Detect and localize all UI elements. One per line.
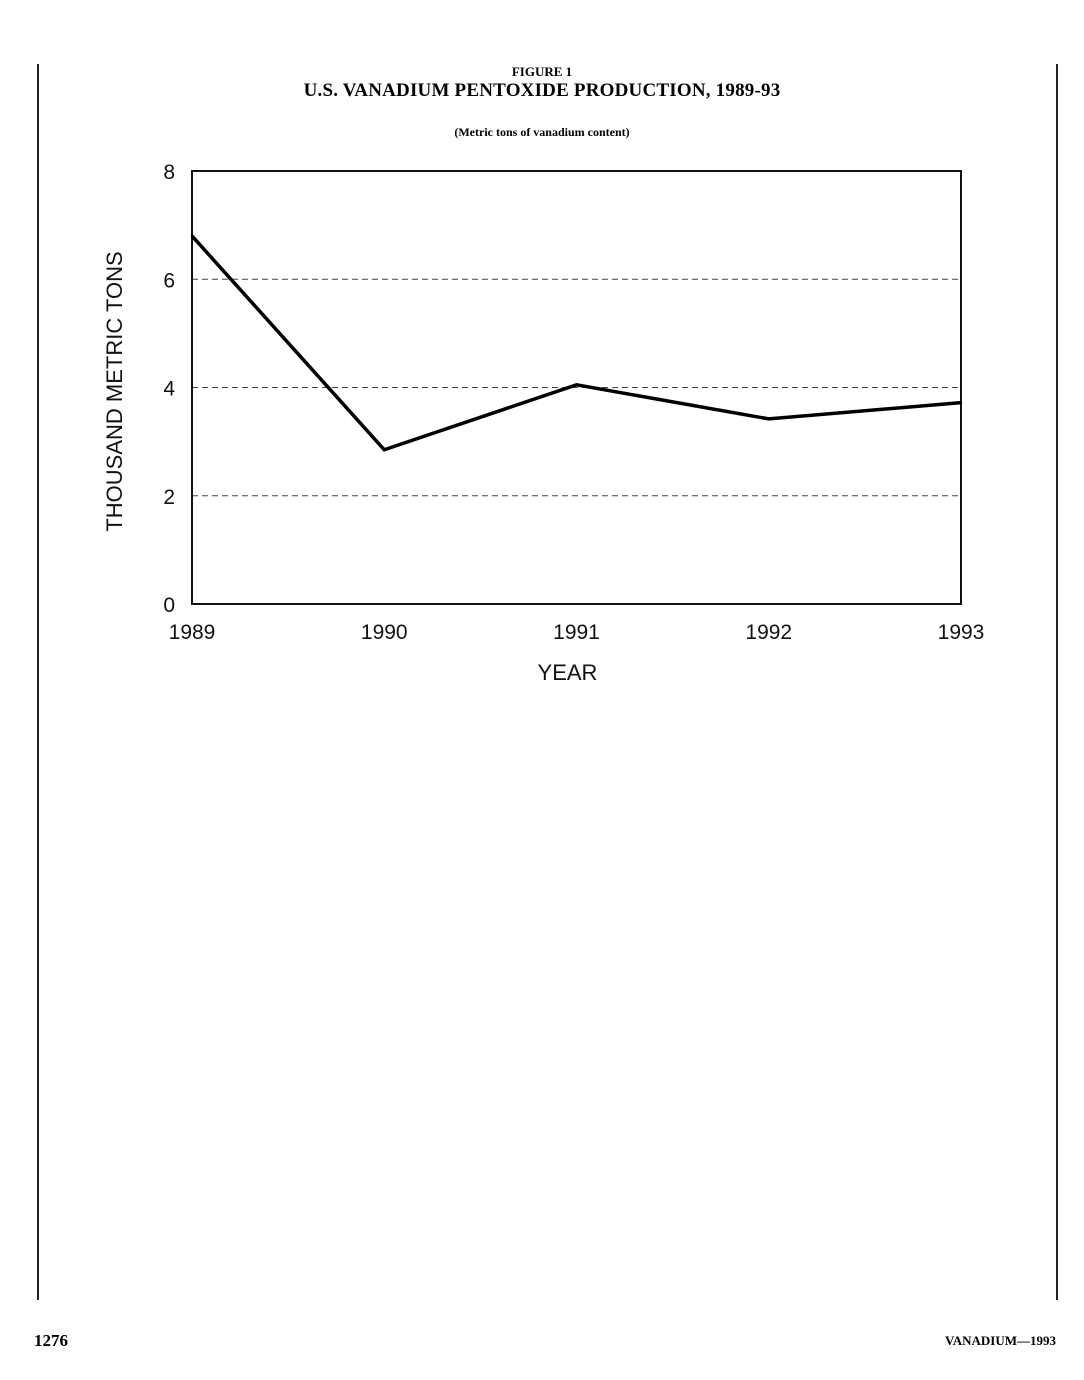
data-point-1991: [575, 384, 577, 386]
data-point-1989: [191, 235, 193, 237]
figure-title: U.S. VANADIUM PENTOXIDE PRODUCTION, 1989-93: [303, 80, 781, 101]
data-point-1992: [768, 418, 770, 420]
figure-subtitle: (Metric tons of vanadium content): [454, 125, 630, 139]
y-tick-label: 6: [163, 269, 175, 293]
data-point-1990: [383, 449, 385, 451]
figure-label: FIGURE 1: [511, 64, 573, 79]
y-tick-label: 8: [163, 161, 175, 184]
x-tick-label: 1993: [937, 621, 985, 644]
y-tick-label: 2: [163, 485, 175, 509]
running-title: VANADIUM—1993: [945, 1333, 1056, 1348]
x-tick-label: 1989: [168, 621, 216, 644]
page-number: 1276: [34, 1331, 68, 1350]
x-tick-label: 1990: [360, 621, 408, 644]
x-tick-label: 1991: [553, 621, 600, 644]
x-tick-label: 1992: [745, 621, 793, 644]
series-line-0: [192, 236, 961, 450]
y-tick-label: 4: [163, 377, 175, 401]
y-axis-title: THOUSAND METRIC TONS: [102, 251, 127, 532]
x-axis-title: YEAR: [537, 660, 598, 685]
y-tick-label: 0: [163, 594, 175, 617]
data-point-1993: [960, 401, 962, 403]
